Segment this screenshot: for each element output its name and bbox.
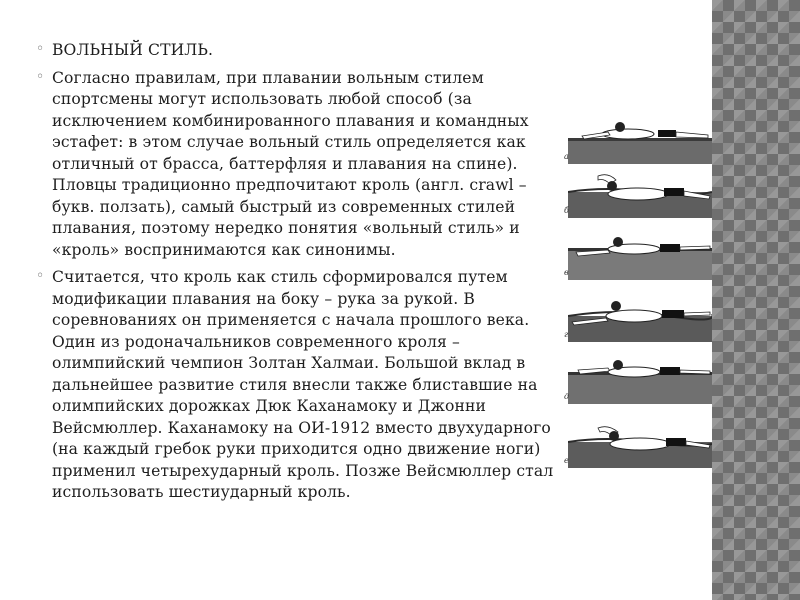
swimmer-frame-4: [564, 296, 712, 342]
bullet-icon: ◦: [36, 268, 45, 284]
decorative-side-band: [712, 0, 800, 600]
swimmer-drawing-6: [568, 422, 712, 468]
swimmer-frame-2: [564, 172, 712, 218]
bullet-paragraph-1: [36, 68, 558, 262]
swimmer-frame-1: [564, 118, 712, 164]
frame-label: г: [564, 330, 569, 339]
heading-text: ВОЛЬНЫЙ СТИЛЬ.: [52, 41, 214, 59]
bullet-heading: [36, 40, 558, 62]
frame-label: б: [564, 206, 569, 215]
frame-label: в: [564, 268, 569, 277]
text-column: [36, 40, 558, 510]
swimmer-frame-5: [564, 358, 712, 404]
frame-label: е: [564, 456, 569, 465]
frame-label: д: [564, 392, 570, 401]
swimmer-drawing-4: [568, 296, 712, 342]
swimmer-drawing-1: [568, 118, 712, 164]
paragraph-1-text: Согласно правилам, при плавании вольным стилем спортсмены могут использовать любой способ (за исключением комбинированного плавания и командных эстафет: в этом случае вольный стиль определяется как отличный от брасса, баттерфляя и плавания на спине). Пловцы традиционно предпочитают кроль (англ. crawl – букв. ползать), самый быстрый из современных стилей плавания, поэтому нередко понятия «вольный стиль» и «кроль» воспринимаются как синонимы.: [52, 68, 529, 259]
bullet-icon: ◦: [36, 68, 45, 85]
swimmer-drawing-2: [568, 172, 712, 218]
swimmer-frame-6: [564, 422, 712, 468]
frame-label: а: [564, 152, 569, 161]
bullet-icon: ◦: [36, 41, 45, 57]
paragraph-2-text: Считается, что кроль как стиль сформировался путем модификации плавания на боку – рука за рукой. В соревнованиях он применяется с начала прошлого века. Один из родоначальников современного кроля – олимпийский чемпион Золтан Халмаи. Большой вклад в дальнейшее развитие стиля внесли также блиставшие на олимпийских дорожках Дюк Каханамоку и Джонни Вейсмюллер. Каханамоку на ОИ-1912 вместо двухударного (на каждый гребок руки приходится одно движение ноги) применил четырехударный кроль. Позже Вейсмюллер стал использовать шестиударный кроль.: [52, 268, 554, 501]
swimmer-drawing-5: [568, 358, 712, 404]
swimmer-frame-3: [564, 234, 712, 280]
swimmer-illustration: [564, 118, 712, 476]
swimmer-drawing-3: [568, 234, 712, 280]
bullet-paragraph-2: [36, 267, 558, 504]
